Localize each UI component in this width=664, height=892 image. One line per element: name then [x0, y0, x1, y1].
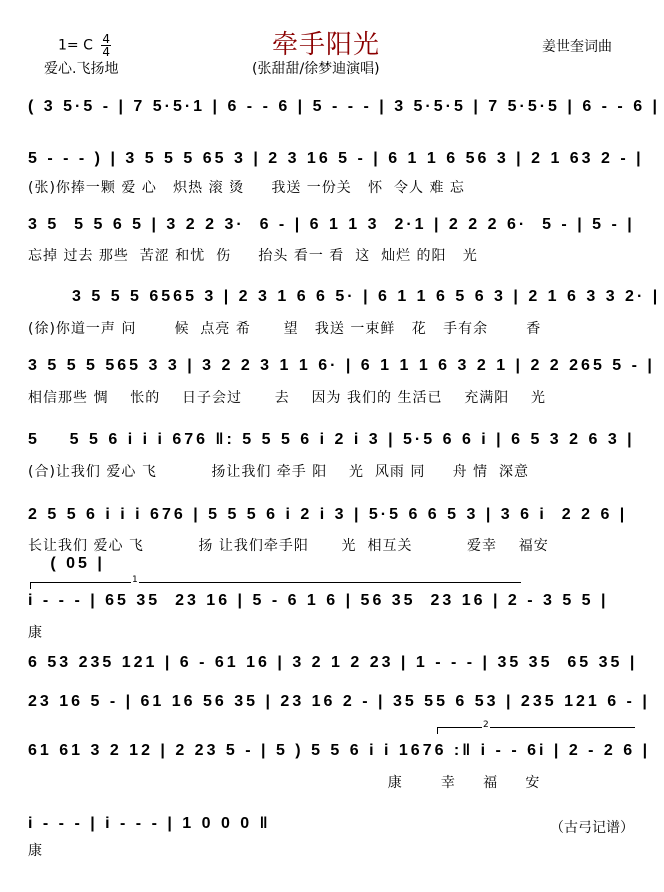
key-label: 1= C: [58, 37, 93, 54]
tempo-mood: 爱心.飞扬地: [44, 61, 119, 77]
singers: (张甜甜/徐梦迪演唱): [252, 61, 380, 77]
notation: 3 5 5 5 565 3 3 | 3 2 2 3 1 1 6· | 6 1 1 1 6 3 2 1 | 2 2 265 5 - |: [28, 357, 655, 374]
lyrics: 康: [28, 843, 43, 859]
notation: 3 5 5 5 6565 3 | 2 3 1 6 6 5· | 6 1 1 6 5 6 3 | 2 1 6 3 3 2· |: [72, 288, 661, 305]
volta-bracket-1: 1: [30, 582, 521, 589]
song-title: 牵手阳光: [272, 30, 381, 60]
lyrics: 康: [28, 625, 43, 641]
notation: 5 - - - ) | 3 5 5 5 65 3 | 2 3 16 5 - | 6 1 1 6 56 3 | 2 1 63 2 - |: [28, 150, 644, 167]
lyrics: 相信那些 惆 怅的 日子会过 去 因为 我们的 生活已 充满阳 光: [28, 390, 547, 406]
pickup-notation: ( 05 |: [28, 555, 105, 572]
notation: i - - - | i - - - | 1 0 0 0 ‖: [28, 815, 271, 832]
notation: i - - - | 65 35 23 16 | 5 - 6 1 6 | 56 35 23 16 | 2 - 3 5 5 |: [28, 592, 609, 609]
lyrics: 忘掉 过去 那些 苦涩 和忧 伤 抬头 看一 看 这 灿烂 的阳 光: [28, 248, 478, 264]
key-signature: [58, 33, 111, 58]
transcriber-note: （古弓记谱）: [550, 820, 634, 836]
notation: 6 53 235 121 | 6 - 61 16 | 3 2 1 2 23 | 1 - - - | 35 35 65 35 |: [28, 654, 638, 671]
lyrics: (合)让我们 爱心 飞 扬让我们 牵手 阳 光 风雨 同 舟 情 深意: [28, 464, 529, 480]
notation: 23 16 5 - | 61 16 56 35 | 23 16 2 - | 35 55 6 53 | 235 121 6 - |: [28, 693, 650, 710]
notation: 5 5 5 6 i i i 676 ‖: 5 5 5 6 i 2 i 3 | 5·5 6 6 i | 6 5 3 2 6 3 |: [28, 431, 635, 448]
lyrics: (徐)你道一声 问 候 点亮 希 望 我送 一束鲜 花 手有余 香: [28, 321, 542, 337]
notation: ( 3 5·5 - | 7 5·5·1 | 6 - - 6 | 5 - - - | 3 5·5·5 | 7 5·5·5 | 6 - - 6 |: [28, 98, 661, 115]
notation: 3 5 5 5 6 5 | 3 2 2 3· 6 - | 6 1 1 3 2·1 | 2 2 2 6· 5 - | 5 - |: [28, 216, 635, 233]
notation: 2 5 5 6 i i i 676 | 5 5 5 6 i 2 i 3 | 5·5 6 6 5 3 | 3 6 i 2 2 6 |: [28, 506, 628, 523]
notation: 61 61 3 2 12 | 2 23 5 - | 5 ) 5 5 6 i i 1676 :‖ i - - 6i | 2 - 2 6 |: [28, 742, 651, 759]
time-signature: $\frac{4}{4}$: [102, 32, 110, 59]
lyrics: 康 幸 福 安: [28, 775, 541, 791]
lyrics: 长让我们 爱心 飞 扬 让我们牵手阳 光 相互关 爱幸 福安: [28, 538, 549, 554]
composer-credits: 姜世奎词曲: [542, 39, 612, 55]
lyrics: (张)你捧一颗 爱 心 炽热 滚 烫 我送 一份关 怀 令人 难 忘: [28, 180, 465, 196]
volta-bracket-2: 2: [437, 727, 635, 734]
